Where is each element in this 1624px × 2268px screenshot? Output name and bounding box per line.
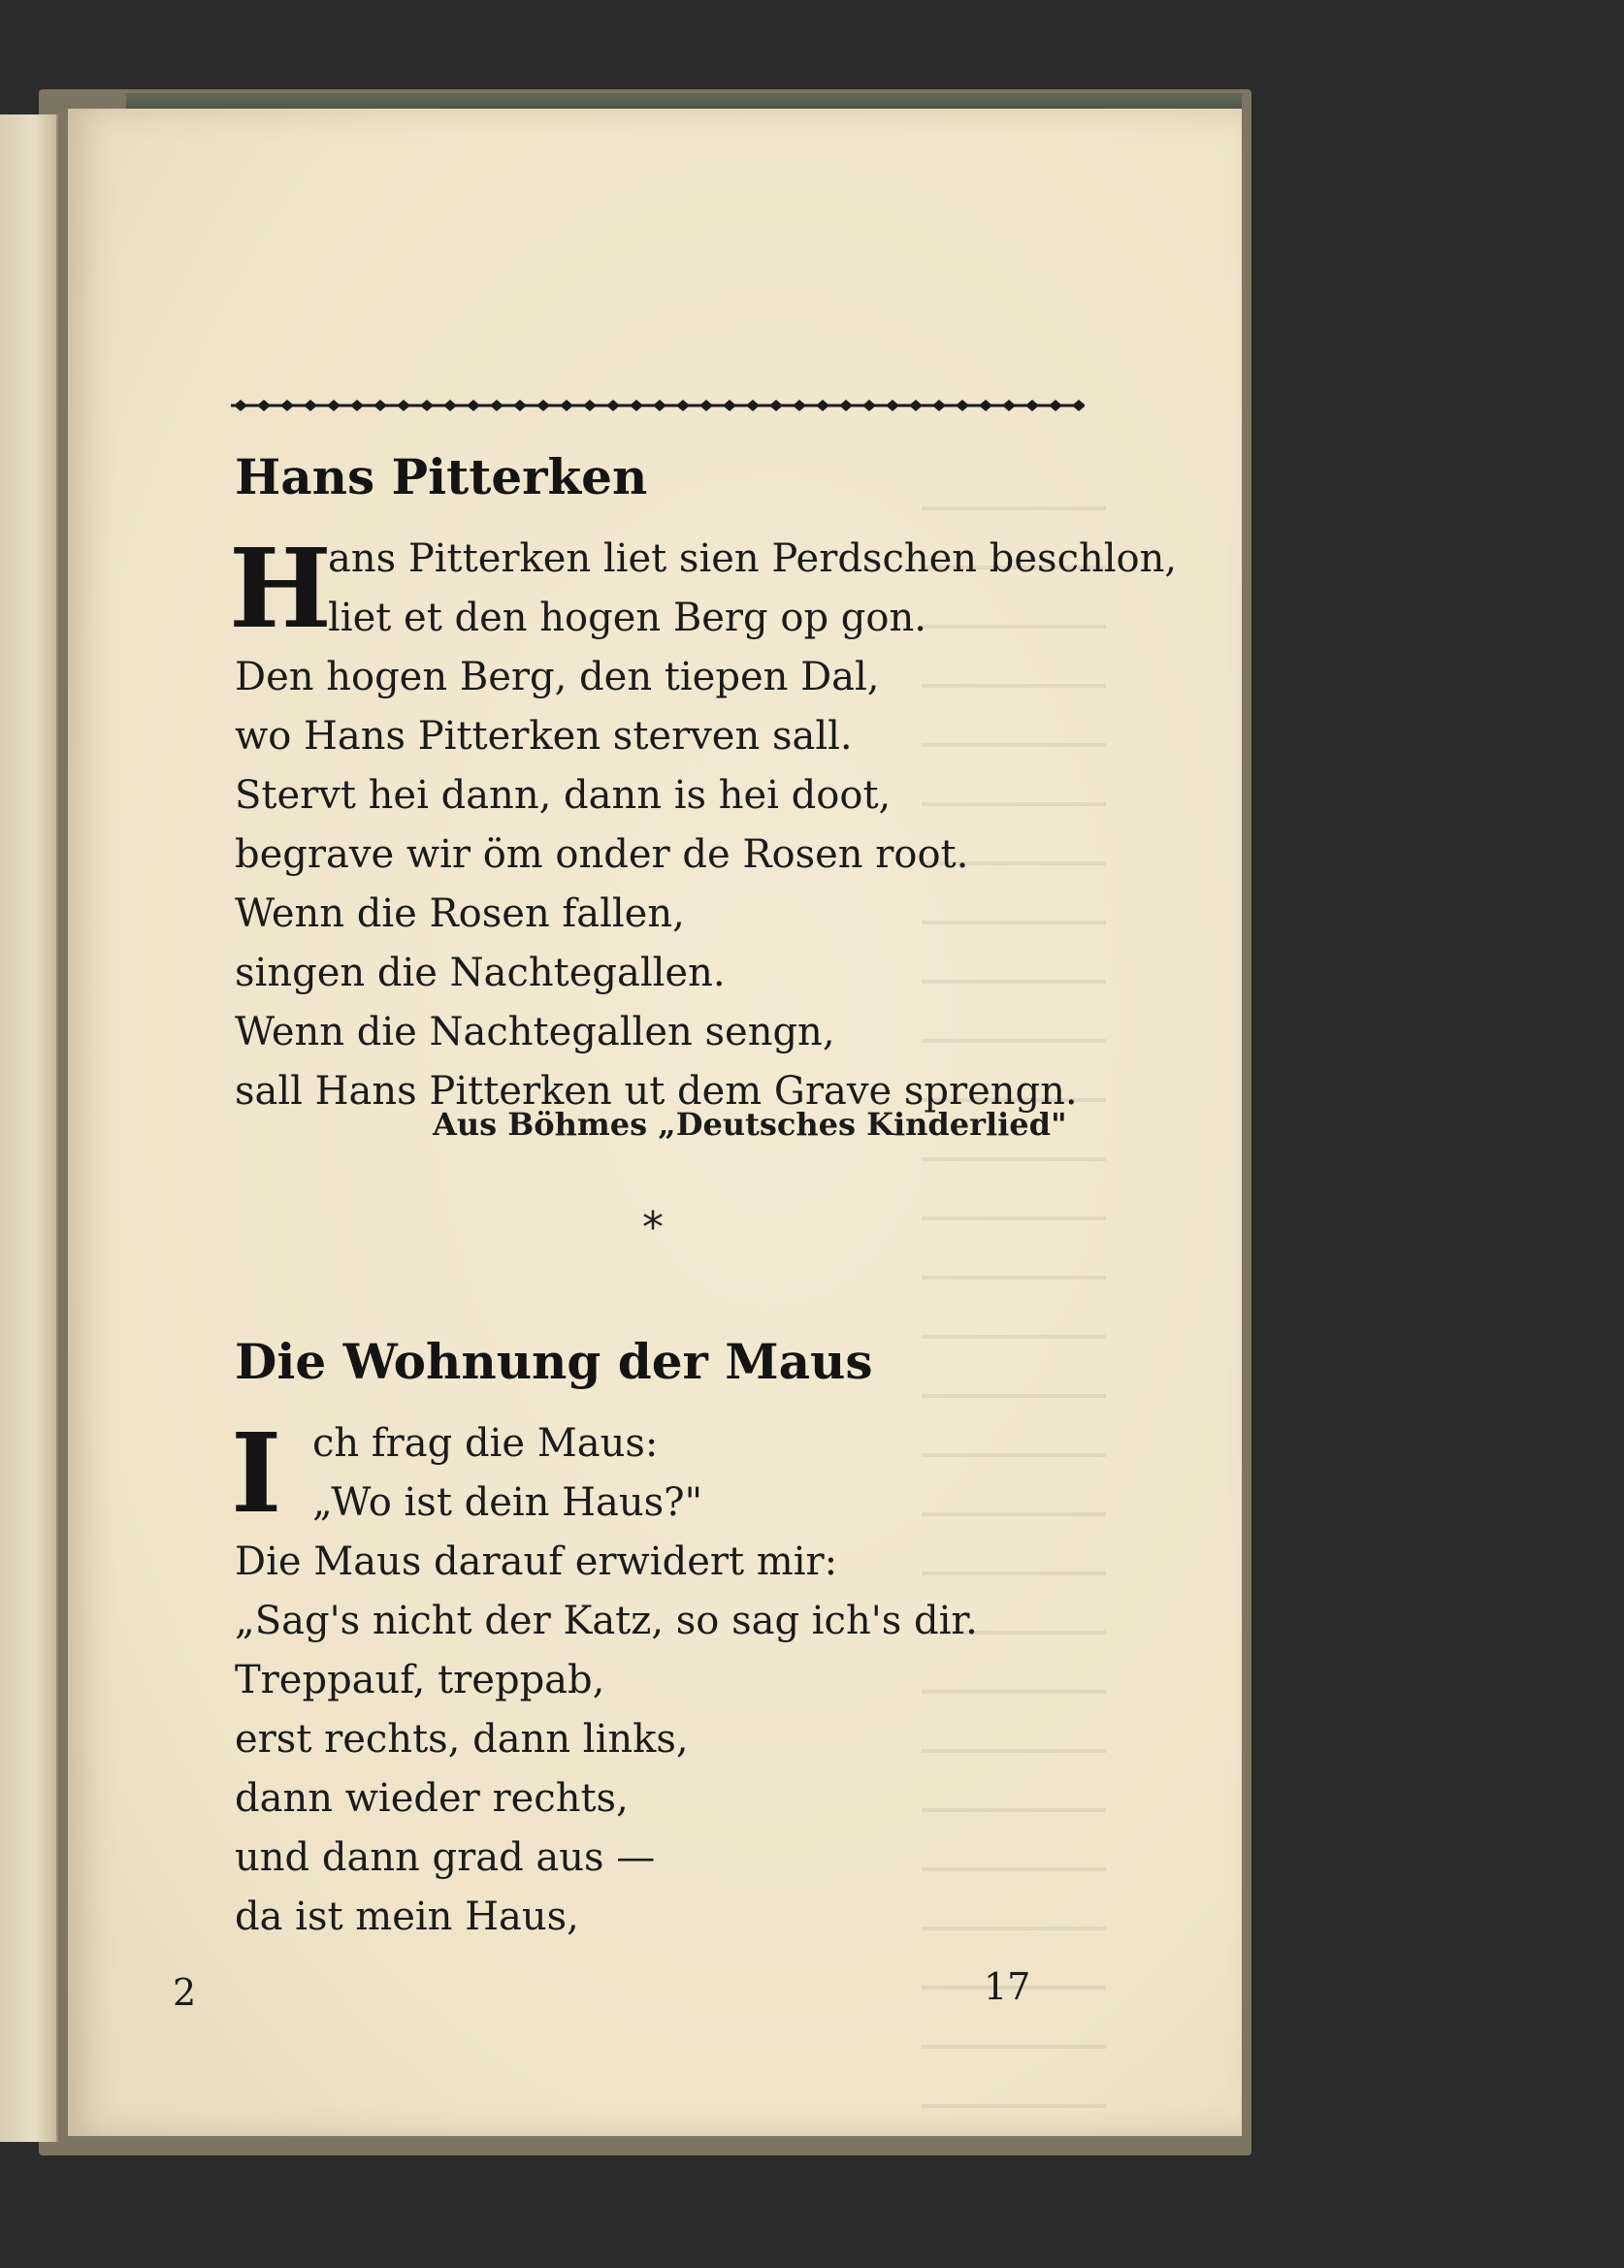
rule-diamond [1002,400,1016,411]
poem1-line: wo Hans Pitterken sterven sall. [235,714,853,759]
rule-diamond [304,400,317,411]
section-separator: * [642,1203,664,1252]
rule-diamond [374,400,387,411]
rule-diamond [420,400,434,411]
poem1-line: Wenn die Rosen fallen, [235,891,685,936]
rule-diamond [956,400,969,411]
rule-diamond [699,400,713,411]
rule-diamond [793,400,806,411]
poem1-line: Stervt hei dann, dann is hei doot, [235,773,892,818]
poem1-line: Wenn die Nachtegallen sengn, [235,1010,835,1054]
rule-diamond [676,400,690,411]
poem1-dropcap: H [229,526,332,653]
rule-diamond [490,400,503,411]
poem2-line: da ist mein Haus, [235,1895,579,1939]
poem2-dropcap: I [231,1410,282,1538]
rule-diamond [397,400,410,411]
page-number: 17 [984,1965,1031,2008]
rule-diamond [746,400,760,411]
rule-diamond [234,400,247,411]
rule-diamond [886,400,899,411]
rule-diamond [723,400,736,411]
rule-diamond [1049,400,1062,411]
poem1-source: Aus Böhmes „Deutsches Kinderlied" [433,1106,1067,1143]
book-page [68,109,1242,2136]
rule-diamond [979,400,992,411]
poem1-line: Den hogen Berg, den tiepen Dal, [235,655,880,699]
poem1-verse [235,530,1177,1121]
rule-diamond [513,400,527,411]
rule-diamond [1072,400,1085,411]
poem2-line: ch frag die Maus: [312,1421,659,1466]
rule-diamond [1025,400,1039,411]
poem2-title: Die Wohnung der Maus [235,1333,873,1390]
poem1-line: singen die Nachtegallen. [235,951,726,995]
poem1-line: liet et den hogen Berg op gon. [328,596,926,640]
decorative-rule [231,396,1085,415]
rule-diamond [583,400,597,411]
poem2-line: „Sag's nicht der Katz, so sag ich's dir. [235,1599,978,1643]
poem1-line: ans Pitterken liet sien Perdschen beschlon, [328,536,1178,581]
rule-diamond [280,400,294,411]
rule-diamond [257,400,271,411]
rule-diamond [630,400,643,411]
poem2-line: erst rechts, dann links, [235,1717,689,1762]
poem1-title: Hans Pitterken [235,448,648,505]
rule-diamond [350,400,364,411]
rule-diamond [536,400,550,411]
poem2-line: und dann grad aus — [235,1835,656,1880]
rule-diamond [606,400,620,411]
poem2-line: Treppauf, treppab, [235,1658,605,1702]
rule-diamond [467,400,480,411]
rule-diamond [443,400,457,411]
rule-diamond [816,400,829,411]
poem1-line: sall Hans Pitterken ut dem Grave sprengn. [235,1069,1078,1114]
rule-diamond [327,400,341,411]
poem2-line: „Wo ist dein Haus?" [312,1480,703,1525]
rule-diamond [560,400,573,411]
rule-diamond [909,400,923,411]
rule-diamond [932,400,946,411]
rule-diamond [839,400,853,411]
poem2-line: dann wieder rechts, [235,1776,629,1821]
poem2-verse [235,1414,978,1947]
rule-diamond [862,400,876,411]
signature-mark: 2 [173,1971,197,2014]
left-page-edge [0,114,58,2142]
rule-diamond [653,400,666,411]
poem1-line: begrave wir öm onder de Rosen root. [235,832,969,877]
rule-diamond [769,400,783,411]
poem2-line: Die Maus darauf erwidert mir: [235,1539,838,1584]
